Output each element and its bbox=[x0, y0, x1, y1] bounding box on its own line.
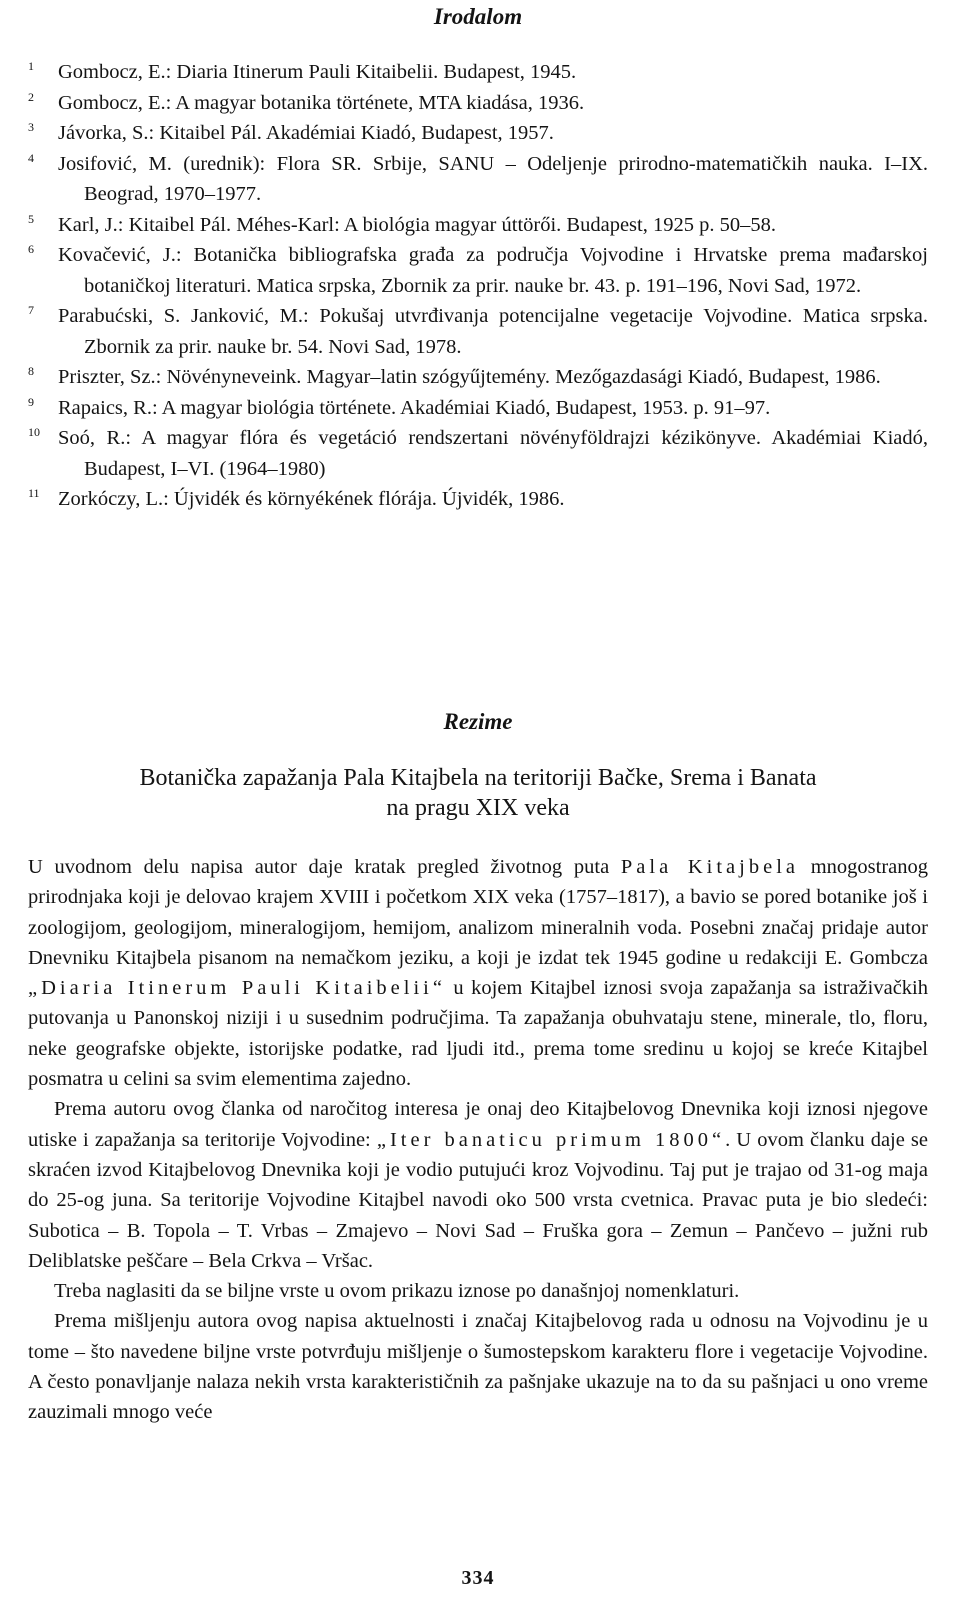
summary-body bbox=[28, 852, 928, 1428]
reference-item bbox=[28, 484, 928, 515]
reference-text: Zorkóczy, L.: Újvidék és környékének flórája. Újvidék, 1986. bbox=[58, 488, 565, 510]
reference-item bbox=[28, 118, 928, 149]
reference-text: Parabućski, S. Janković, M.: Pokušaj utvrđivanja potencijalne vegetacije Vojvodine. Matica srpska. Zbornik za prir. nauke br. 54. Novi Sad, 1978. bbox=[58, 305, 928, 358]
reference-item bbox=[28, 240, 928, 301]
reference-number: 5 bbox=[28, 211, 34, 226]
reference-text: Karl, J.: Kitaibel Pál. Méhes-Karl: A biológia magyar úttörői. Budapest, 1925 p. 50–58. bbox=[58, 213, 776, 236]
text-run: U uvodnom delu napisa autor daje kratak pregled životnog puta bbox=[28, 856, 621, 878]
reference-item bbox=[28, 210, 928, 241]
paragraph-4: Prema mišljenju autora ovog napisa aktuelnosti i značaj Kitajbelovog rada u odnosu na Vojvodinu je u tome – što navedene biljne vrste potvrđuju mišljenje o šumostepskom karakteru flore i vegetacije Vojvodine. A često ponavljanje nalaza nekih vrsta karakterističnih za pašnjake ukazuje na to da su pašnjaci u ono vreme zauzimali mnogo veće bbox=[28, 1310, 928, 1424]
references-heading: Irodalom bbox=[433, 4, 523, 29]
reference-number: 9 bbox=[28, 394, 34, 409]
summary-heading: Rezime bbox=[443, 709, 513, 734]
text-run: . U ovom članku daje se skraćen izvod Kitajbelovog Dnevnika koji je vodio putujući kroz Vojvodinu. Taj put je trajao od 31-og maja do 25-og juna. Sa teritorije Vojvodine Kitajbel navodi oko 500 vrsta cvetnica. Pravac puta je bio sledeći: Subotica – B. Topola – T. Vrbas – Zmajevo – Novi Sad – Fruška gora – Zemun – Pančevo – južni rub Deliblatske peščare – Bela Crkva – Vršac. bbox=[28, 1128, 928, 1272]
page bbox=[28, 0, 928, 1624]
reference-text: Gombocz, E.: Diaria Itinerum Pauli Kitaibelii. Budapest, 1945. bbox=[58, 61, 577, 83]
text-run: mnogostranog prirodnjaka koji je delovao krajem XVIII i početkom XIX veka (1757–1817), a bavio se pored botanike još i zoologijom, geologijom, mineralogijom, hemijom, analizom mineralnih voda. Posebni značaj pridaje autor Dnevniku Kitajbela pisanom na nemačkom jeziku, a koji je izdat tek 1945 godine u redakciji E. Gombcza bbox=[28, 856, 928, 969]
text-run: Prema autoru ovog članka od naročitog interesa je onaj deo Kitajbelovog Dnevnika koji iznosi njegove utiske i zapažanja sa teritorije Vojvodine: bbox=[28, 1098, 928, 1151]
reference-text: Josifović, M. (urednik): Flora SR. Srbije, SANU – Odeljenje prirodno-matematičkih nauka. I–IX. Beograd, 1970–1977. bbox=[58, 152, 928, 205]
reference-item bbox=[28, 88, 928, 119]
reference-text: Priszter, Sz.: Növényneveink. Magyar–latin szógyűjtemény. Mezőgazdasági Kiadó, Budapest, 1986. bbox=[58, 366, 881, 388]
reference-number: 11 bbox=[28, 486, 40, 500]
reference-number: 4 bbox=[28, 150, 34, 165]
reference-number: 6 bbox=[28, 242, 34, 256]
page-number: 334 bbox=[461, 1567, 495, 1589]
reference-number: 2 bbox=[28, 89, 34, 104]
spaced-title: „Diaria Itinerum Pauli Kitaibelii“ bbox=[28, 977, 446, 1000]
reference-text: Gombocz, E.: A magyar botanika története, MTA kiadása, 1936. bbox=[58, 91, 585, 114]
paragraph-2 bbox=[28, 1094, 928, 1276]
spaced-name: Pala Kitajbela bbox=[620, 856, 799, 878]
paragraph-1 bbox=[28, 852, 928, 1094]
summary-title-line-2: na pragu XIX veka bbox=[386, 795, 570, 821]
text-run: u kojem Kitajbel iznosi svoja zapažanja sa istraživačkih putovanja u Panonskoj niziji i u susednim područjima. Ta zapažanja obuhvataju stene, minerale, tlo, floru, neke geografske objekte, istorijske podatke, rad ljudi itd., prema tome sredinu u kojoj se kreće Kitajbel posmatra u celini sa svim elementima zajedno. bbox=[28, 977, 928, 1091]
reference-text: Jávorka, S.: Kitaibel Pál. Akadémiai Kiadó, Budapest, 1957. bbox=[58, 122, 554, 144]
reference-number: 10 bbox=[28, 425, 40, 439]
reference-text: Kovačević, J.: Botanička bibliografska građa za područja Vojvodine i Hrvatske prema mađarskoj botaničkoj literaturi. Matica srpska, Zbornik za prir. nauke br. 43. p. 191–196, Novi Sad, 1972. bbox=[58, 244, 928, 297]
reference-item bbox=[28, 57, 928, 88]
reference-item bbox=[28, 149, 928, 210]
reference-text: Rapaics, R.: A magyar biológia története. Akadémiai Kiadó, Budapest, 1953. p. 91–97. bbox=[58, 396, 771, 419]
paragraph-3: Treba naglasiti da se biljne vrste u ovom prikazu iznose po današnjoj nomenklaturi. bbox=[54, 1280, 740, 1303]
reference-item bbox=[28, 301, 928, 362]
reference-item bbox=[28, 393, 928, 424]
summary-title bbox=[28, 763, 928, 823]
reference-number: 1 bbox=[28, 59, 34, 73]
reference-text: Soó, R.: A magyar flóra és vegetáció rendszertani növényföldrajzi kézikönyve. Akadémiai Kiadó, Budapest, I–VI. (1964–1980) bbox=[58, 427, 928, 480]
spaced-title: „Iter banaticu primum 1800“ bbox=[376, 1128, 726, 1151]
references-list bbox=[28, 57, 928, 515]
summary-title-line-1: Botanička zapažanja Pala Kitajbela na teritoriji Bačke, Srema i Banata bbox=[139, 765, 817, 791]
reference-number: 7 bbox=[28, 303, 34, 317]
reference-item bbox=[28, 423, 928, 484]
reference-number: 3 bbox=[28, 120, 34, 134]
reference-number: 8 bbox=[28, 364, 34, 378]
reference-item bbox=[28, 362, 928, 393]
